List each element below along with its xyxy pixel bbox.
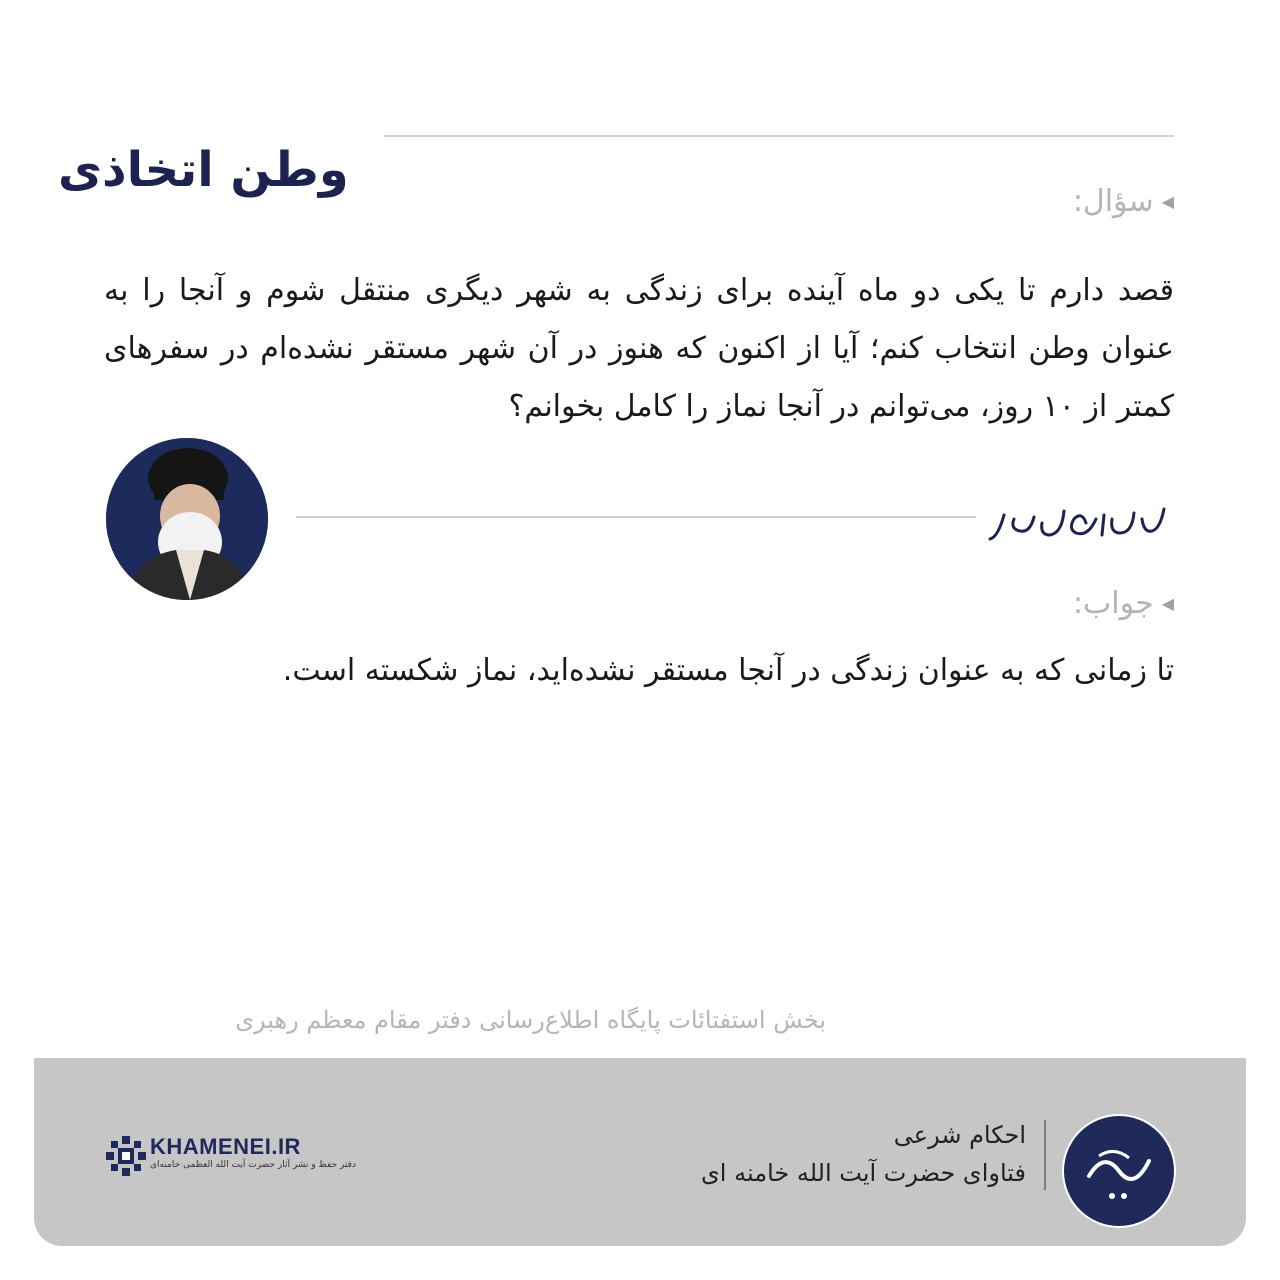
triangle-left-icon: ◀	[1161, 594, 1174, 613]
answer-label-row	[1073, 586, 1174, 621]
triangle-left-icon: ◀	[1161, 192, 1174, 211]
answer-label: جواب:	[1072, 586, 1154, 621]
question-label: سؤال:	[1072, 184, 1154, 219]
khamenei-ir-logo[interactable]	[106, 1132, 356, 1182]
answer-divider	[296, 516, 976, 518]
footer-bar	[34, 1058, 1246, 1246]
question-text: قصد دارم تا یکی دو ماه آینده برای زندگی به شهر دیگری منتقل شوم و آنجا را به عنوان وطن انتخاب کنم؛ آیا از اکنون که هنوز در آن شهر مستقر نشده‌ام در سفرهای کمتر از ۱۰ روز، می‌توانم در آنجا نماز را کامل بخوانم؟	[104, 273, 1174, 424]
portrait-image	[106, 438, 268, 600]
feqh-maaref-logo	[1062, 1114, 1176, 1228]
fatwa-card	[34, 34, 1246, 1246]
footer-separator	[1044, 1120, 1046, 1190]
khamenei-emblem-icon	[106, 1136, 146, 1176]
question-label-row	[1073, 184, 1174, 219]
answer-text: تا زمانی که به عنوان زندگی در آنجا مستقر نشده‌اید، نماز شکسته است.	[282, 653, 1174, 688]
footer-line-1: احکام شرعی	[893, 1121, 1026, 1149]
title-divider	[384, 135, 1174, 137]
brand-name: KHAMENEI.IR	[150, 1134, 301, 1159]
footer-caption	[701, 1116, 1026, 1192]
brand-subtitle: دفتر حفظ و نشر آثار حضرت آیت الله العظمی خامنه‌ای	[150, 1160, 356, 1170]
footer-line-2: فتاوای حضرت آیت الله خامنه ای	[701, 1159, 1026, 1187]
bismillah-calligraphy	[984, 489, 1174, 549]
page-title: وطن اتخاذی	[58, 142, 349, 198]
source-note: بخش استفتائات پایگاه اطلاع‌رسانی دفتر مقام معظم رهبری	[235, 1006, 826, 1034]
